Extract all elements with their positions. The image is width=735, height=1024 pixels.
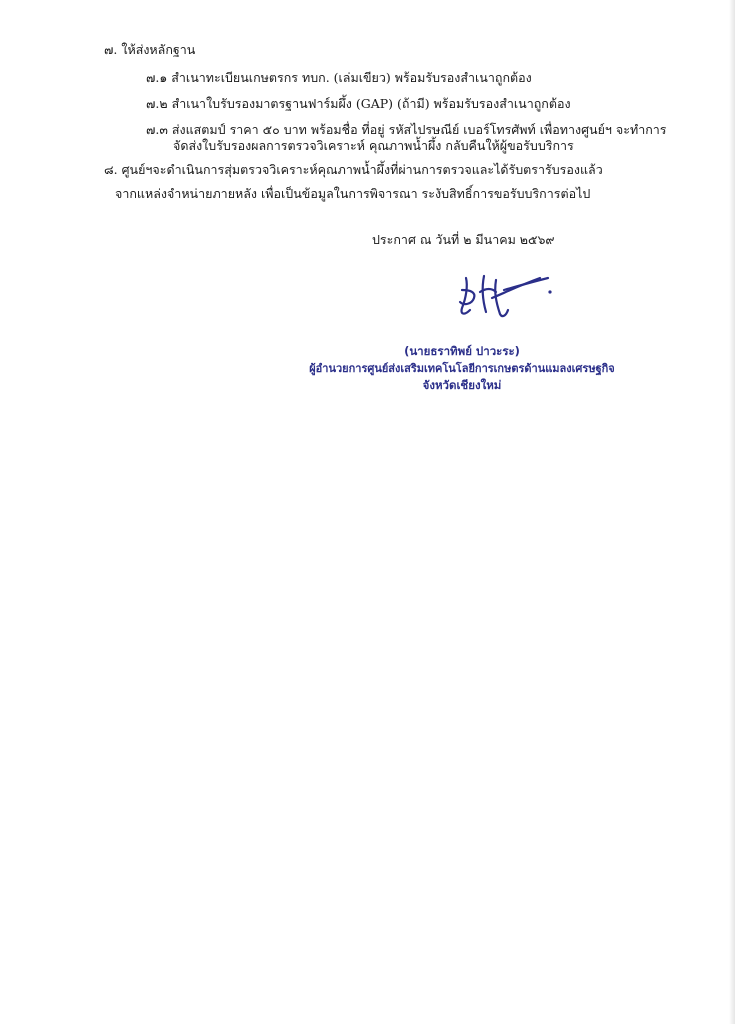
signatory-name: (นายธราทิพย์ ปาวะระ) bbox=[404, 344, 520, 358]
item-7-heading: ๗. ให้ส่งหลักฐาน bbox=[104, 42, 196, 57]
item-7-1: ๗.๑ สำเนาทะเบียนเกษตรกร ทบก. (เล่มเขียว) พร้อมรับรองสำเนาถูกต้อง bbox=[146, 70, 532, 85]
item-8-line-2: จากแหล่งจำหน่ายภายหลัง เพื่อเป็นข้อมูลในการพิจารณา ระงับสิทธิ์การขอรับบริการต่อไป bbox=[115, 186, 591, 201]
item-8-line-1: ๘. ศูนย์ฯจะดำเนินการสุ่มตรวจวิเคราะห์คุณภาพน้ำผึ้งที่ผ่านการตรวจและได้รับตรารับรองแล้ว bbox=[104, 162, 603, 177]
item-7-3-line-2: จัดส่งใบรับรองผลการตรวจวิเคราะห์ คุณภาพน้ำผึ้ง กลับคืนให้ผู้ขอรับบริการ bbox=[173, 138, 574, 153]
signatory-title: ผู้อำนวยการศูนย์ส่งเสริมเทคโนโลยีการเกษตรด้านแมลงเศรษฐกิจ bbox=[309, 362, 615, 375]
page-edge-shadow bbox=[729, 0, 735, 1024]
item-7-3-line-1: ๗.๓ ส่งแสตมป์ ราคา ๕๐ บาท พร้อมชื่อ ที่อยู่ รหัสไปรษณีย์ เบอร์โทรศัพท์ เพื่อทางศูนย์ฯ จะทำการ bbox=[146, 122, 667, 137]
signature-icon bbox=[452, 268, 562, 324]
signatory-block bbox=[302, 343, 622, 394]
signatory-province: จังหวัดเชียงใหม่ bbox=[422, 378, 502, 392]
item-7-2: ๗.๒ สำเนาใบรับรองมาตรฐานฟาร์มผึ้ง (GAP) (ถ้ามี) พร้อมรับรองสำเนาถูกต้อง bbox=[146, 96, 571, 111]
announcement-date: ประกาศ ณ วันที่ ๒ มีนาคม ๒๕๖๙ bbox=[372, 232, 555, 247]
